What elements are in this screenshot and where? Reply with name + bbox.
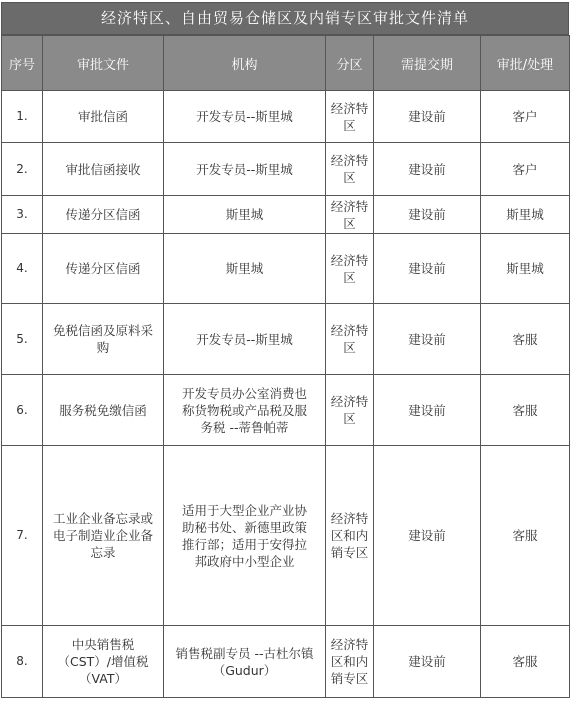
row-zone: 经济特区 [326, 143, 374, 196]
row-handler: 客服 [481, 304, 570, 375]
approval-document [1, 2, 569, 698]
row-submit-period: 建设前 [374, 446, 481, 626]
row-agency: 开发专员--斯里城 [164, 91, 326, 143]
row-submit-period: 建设前 [374, 375, 481, 446]
table-row [2, 446, 570, 626]
row-submit-period: 建设前 [374, 196, 481, 234]
row-zone: 经济特区 [326, 375, 374, 446]
row-handler: 客户 [481, 143, 570, 196]
row-document: 免税信函及原料采购 [43, 304, 164, 375]
table-row [2, 304, 570, 375]
row-document: 审批信函接收 [43, 143, 164, 196]
table-row [2, 234, 570, 304]
row-submit-period: 建设前 [374, 143, 481, 196]
row-submit-period: 建设前 [374, 304, 481, 375]
row-agency: 销售税副专员 --古杜尔镇（Gudur） [164, 626, 326, 698]
row-document: 传递分区信函 [43, 196, 164, 234]
row-zone: 经济特区 [326, 91, 374, 143]
row-zone: 经济特区 [326, 196, 374, 234]
row-number: 4. [2, 234, 43, 304]
row-handler: 斯里城 [481, 234, 570, 304]
row-agency: 开发专员--斯里城 [164, 143, 326, 196]
row-number: 1. [2, 91, 43, 143]
row-number: 3. [2, 196, 43, 234]
approval-table [1, 35, 570, 698]
row-zone: 经济特区和内销专区 [326, 446, 374, 626]
row-agency: 斯里城 [164, 234, 326, 304]
row-document: 工业企业备忘录或电子制造业企业备忘录 [43, 446, 164, 626]
row-number: 7. [2, 446, 43, 626]
header-no: 序号 [2, 36, 43, 91]
row-number: 6. [2, 375, 43, 446]
header-handler: 审批/处理 [481, 36, 570, 91]
row-agency: 开发专员--斯里城 [164, 304, 326, 375]
row-handler: 客服 [481, 626, 570, 698]
header-row [2, 36, 570, 91]
row-number: 5. [2, 304, 43, 375]
row-number: 8. [2, 626, 43, 698]
table-title: 经济特区、自由贸易仓储区及内销专区审批文件清单 [1, 2, 569, 35]
table-row [2, 375, 570, 446]
row-submit-period: 建设前 [374, 234, 481, 304]
row-agency: 斯里城 [164, 196, 326, 234]
row-agency: 开发专员办公室消费也称货物税或产品税及服务税 --蒂鲁帕蒂 [164, 375, 326, 446]
row-zone: 经济特区 [326, 304, 374, 375]
row-zone: 经济特区 [326, 234, 374, 304]
row-handler: 客户 [481, 91, 570, 143]
row-document: 审批信函 [43, 91, 164, 143]
table-row [2, 626, 570, 698]
row-document: 服务税免缴信函 [43, 375, 164, 446]
row-submit-period: 建设前 [374, 626, 481, 698]
table-row [2, 91, 570, 143]
header-agency: 机构 [164, 36, 326, 91]
header-document: 审批文件 [43, 36, 164, 91]
table-row [2, 143, 570, 196]
row-submit-period: 建设前 [374, 91, 481, 143]
row-handler: 客服 [481, 446, 570, 626]
row-handler: 斯里城 [481, 196, 570, 234]
row-handler: 客服 [481, 375, 570, 446]
row-zone: 经济特区和内销专区 [326, 626, 374, 698]
header-zone: 分区 [326, 36, 374, 91]
row-number: 2. [2, 143, 43, 196]
table-row [2, 196, 570, 234]
header-submit-period: 需提交期 [374, 36, 481, 91]
row-agency: 适用于大型企业产业协助秘书处、新德里政策推行部；适用于安得拉邦政府中小型企业 [164, 446, 326, 626]
row-document: 传递分区信函 [43, 234, 164, 304]
row-document: 中央销售税（CST）/增值税（VAT） [43, 626, 164, 698]
